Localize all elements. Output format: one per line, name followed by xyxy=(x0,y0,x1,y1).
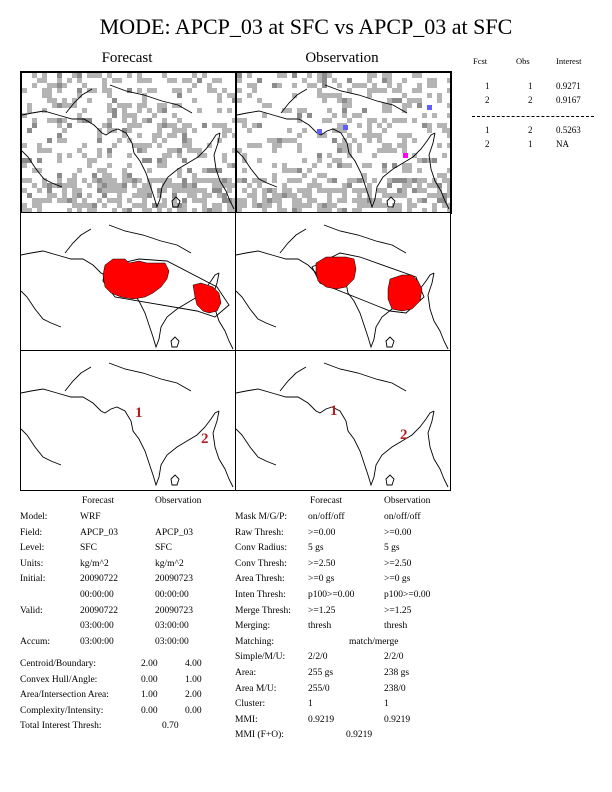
forecast-raw-panel xyxy=(20,71,237,214)
right-row-label: Conv Thresh: xyxy=(235,558,287,569)
matching-label: Matching: xyxy=(235,636,275,647)
object-2 xyxy=(388,275,422,311)
left-row-obs: 20090723 xyxy=(155,605,193,616)
left-header-observation: Observation xyxy=(155,496,202,506)
right-stat-label: Simple/M/U: xyxy=(235,652,286,663)
right-row-obs: 5 gs xyxy=(384,543,400,554)
weight-value-a: 1.00 xyxy=(141,690,158,701)
interest-header-0: Fcst xyxy=(473,56,488,66)
weight-value-b: 0.00 xyxy=(185,705,202,716)
right-row-fcst: >=0.00 xyxy=(308,527,336,538)
forecast-object-panel xyxy=(20,212,236,352)
object-label-2: 2 xyxy=(400,427,408,443)
right-row-label: Area Thresh: xyxy=(235,574,285,585)
left-row-fcst: 03:00:00 xyxy=(80,621,114,632)
object-1 xyxy=(316,257,356,289)
left-header-forecast: Forecast xyxy=(82,496,115,506)
left-row-fcst: SFC xyxy=(80,543,97,554)
weight-value-a: 2.00 xyxy=(141,659,158,669)
left-row-fcst: APCP_03 xyxy=(80,527,119,538)
left-row-fcst: WRF xyxy=(80,512,101,522)
right-row-obs: >=1.25 xyxy=(384,605,412,616)
total-interest-label: Total Interest Thresh: xyxy=(20,721,102,732)
left-row-label: Field: xyxy=(20,527,43,538)
right-stat-label: Area M/U: xyxy=(235,683,277,694)
weight-value-b: 1.00 xyxy=(185,674,202,685)
interest-matched-1-interest: 0.9167 xyxy=(556,95,581,105)
weight-label: Centroid/Boundary: xyxy=(20,659,96,669)
right-row-obs: >=0.00 xyxy=(384,527,412,538)
interest-divider xyxy=(472,116,594,117)
right-row-label: Merge Thresh: xyxy=(235,605,291,616)
left-row-fcst: kg/m^2 xyxy=(80,558,109,569)
left-row-fcst: 03:00:00 xyxy=(80,636,114,647)
obs-intense-cell xyxy=(403,153,408,158)
mmi-fo-label: MMI (F+O): xyxy=(235,730,284,741)
interest-matched-0-obs: 1 xyxy=(528,81,533,91)
right-row-obs: on/off/off xyxy=(384,512,421,522)
right-header-observation: Observation xyxy=(384,496,431,506)
left-row-label: Level: xyxy=(20,543,45,554)
object-1 xyxy=(103,259,169,299)
right-row-fcst: p100>=0.00 xyxy=(308,590,355,600)
right-stat-obs: 238 gs xyxy=(384,668,410,678)
observation-label-panel xyxy=(235,350,451,491)
forecast-object-map xyxy=(21,213,235,351)
left-row-label: Units: xyxy=(20,558,44,569)
object-label-1: 1 xyxy=(135,405,143,421)
left-row-label: Initial: xyxy=(20,574,46,585)
interest-unmatched-1-obs: 1 xyxy=(528,139,533,149)
weight-value-a: 0.00 xyxy=(141,705,158,716)
left-row-fcst: 20090722 xyxy=(80,574,118,585)
observation-raw-map xyxy=(237,73,450,212)
left-row-obs: 03:00:00 xyxy=(155,621,189,632)
right-stat-label: Cluster: xyxy=(235,699,266,710)
right-row-label: Conv Radius: xyxy=(235,543,287,554)
forecast-label-panel xyxy=(20,350,236,491)
right-stat-fcst: 1 xyxy=(308,699,313,710)
right-row-obs: >=0 gs xyxy=(384,574,411,585)
weight-value-b: 2.00 xyxy=(185,690,202,701)
coastline xyxy=(236,363,448,487)
left-row-obs: 03:00:00 xyxy=(155,636,189,647)
right-row-label: Inten Thresh: xyxy=(235,590,286,600)
right-stat-obs: 238/0 xyxy=(384,683,406,694)
right-row-obs: p100>=0.00 xyxy=(384,590,431,600)
right-stat-obs: 2/2/0 xyxy=(384,652,404,663)
right-stat-fcst: 2/2/0 xyxy=(308,652,328,663)
right-stat-obs: 1 xyxy=(384,699,389,710)
observation-object-map xyxy=(236,213,450,351)
precip-field xyxy=(22,73,235,212)
mmi-fo-value: 0.9219 xyxy=(346,730,373,741)
right-row-obs: >=2.50 xyxy=(384,558,412,569)
left-row-label: Accum: xyxy=(20,636,51,647)
interest-unmatched-1-interest: NA xyxy=(556,139,569,149)
left-row-obs: kg/m^2 xyxy=(155,558,184,569)
observation-label-map xyxy=(236,351,450,490)
observation-object-panel xyxy=(235,212,451,352)
interest-unmatched-0-obs: 2 xyxy=(528,125,533,135)
forecast-label-map xyxy=(21,351,235,490)
right-row-fcst: >=0 gs xyxy=(308,574,335,585)
left-row-label: Valid: xyxy=(20,605,43,616)
interest-matched-1-fcst: 2 xyxy=(485,95,490,105)
object-label-1: 1 xyxy=(330,403,338,419)
interest-matched-0-fcst: 1 xyxy=(485,81,490,91)
left-row-obs: 20090723 xyxy=(155,574,193,585)
total-interest-value: 0.70 xyxy=(162,721,179,732)
right-row-fcst: thresh xyxy=(308,621,332,632)
right-stat-label: Area: xyxy=(235,668,257,678)
right-row-fcst: 5 gs xyxy=(308,543,324,554)
coastline xyxy=(21,363,233,487)
observation-raw-panel xyxy=(235,71,452,214)
right-stat-obs: 0.9219 xyxy=(384,714,411,725)
left-row-fcst: 20090722 xyxy=(80,605,118,616)
obs-intense-cell xyxy=(317,129,322,134)
weight-label: Area/Intersection Area: xyxy=(20,690,109,701)
weight-value-a: 0.00 xyxy=(141,674,158,685)
left-row-obs: 00:00:00 xyxy=(155,590,189,600)
right-row-fcst: on/off/off xyxy=(308,512,345,522)
interest-matched-1-obs: 2 xyxy=(528,95,533,105)
right-stat-fcst: 0.9219 xyxy=(308,714,335,725)
left-row-fcst: 00:00:00 xyxy=(80,590,114,600)
right-stat-fcst: 255/0 xyxy=(308,683,330,694)
interest-unmatched-0-fcst: 1 xyxy=(485,125,490,135)
interest-unmatched-1-fcst: 2 xyxy=(485,139,490,149)
right-header-forecast: Forecast xyxy=(310,496,343,506)
right-row-obs: thresh xyxy=(384,621,408,632)
right-row-label: Raw Thresh: xyxy=(235,527,284,538)
obs-intense-cell xyxy=(427,105,432,110)
right-row-label: Mask M/G/P: xyxy=(235,512,287,522)
right-stat-label: MMI: xyxy=(235,714,258,725)
interest-unmatched-0-interest: 0.5263 xyxy=(556,125,581,135)
right-row-label: Merging: xyxy=(235,621,271,632)
precip-field xyxy=(237,73,450,212)
right-row-fcst: >=2.50 xyxy=(308,558,336,569)
left-row-obs: APCP_03 xyxy=(155,527,194,538)
observation-column-title: Observation xyxy=(305,50,379,66)
matching-value: match/merge xyxy=(349,636,399,647)
object-label-2: 2 xyxy=(201,431,209,447)
forecast-raw-map xyxy=(22,73,235,212)
weight-label: Complexity/Intensity: xyxy=(20,705,104,716)
right-stat-fcst: 255 gs xyxy=(308,668,334,678)
page-title: MODE: APCP_03 at SFC vs APCP_03 at SFC xyxy=(99,14,513,39)
interest-header-2: Interest xyxy=(556,56,582,66)
left-row-label: Model: xyxy=(20,512,48,522)
left-row-obs: SFC xyxy=(155,543,172,554)
interest-header-1: Obs xyxy=(516,56,530,66)
right-row-fcst: >=1.25 xyxy=(308,605,336,616)
interest-matched-0-interest: 0.9271 xyxy=(556,81,581,91)
forecast-column-title: Forecast xyxy=(101,50,153,66)
weight-label: Convex Hull/Angle: xyxy=(20,674,98,685)
obs-intense-cell xyxy=(343,125,348,130)
weight-value-b: 4.00 xyxy=(185,659,202,669)
